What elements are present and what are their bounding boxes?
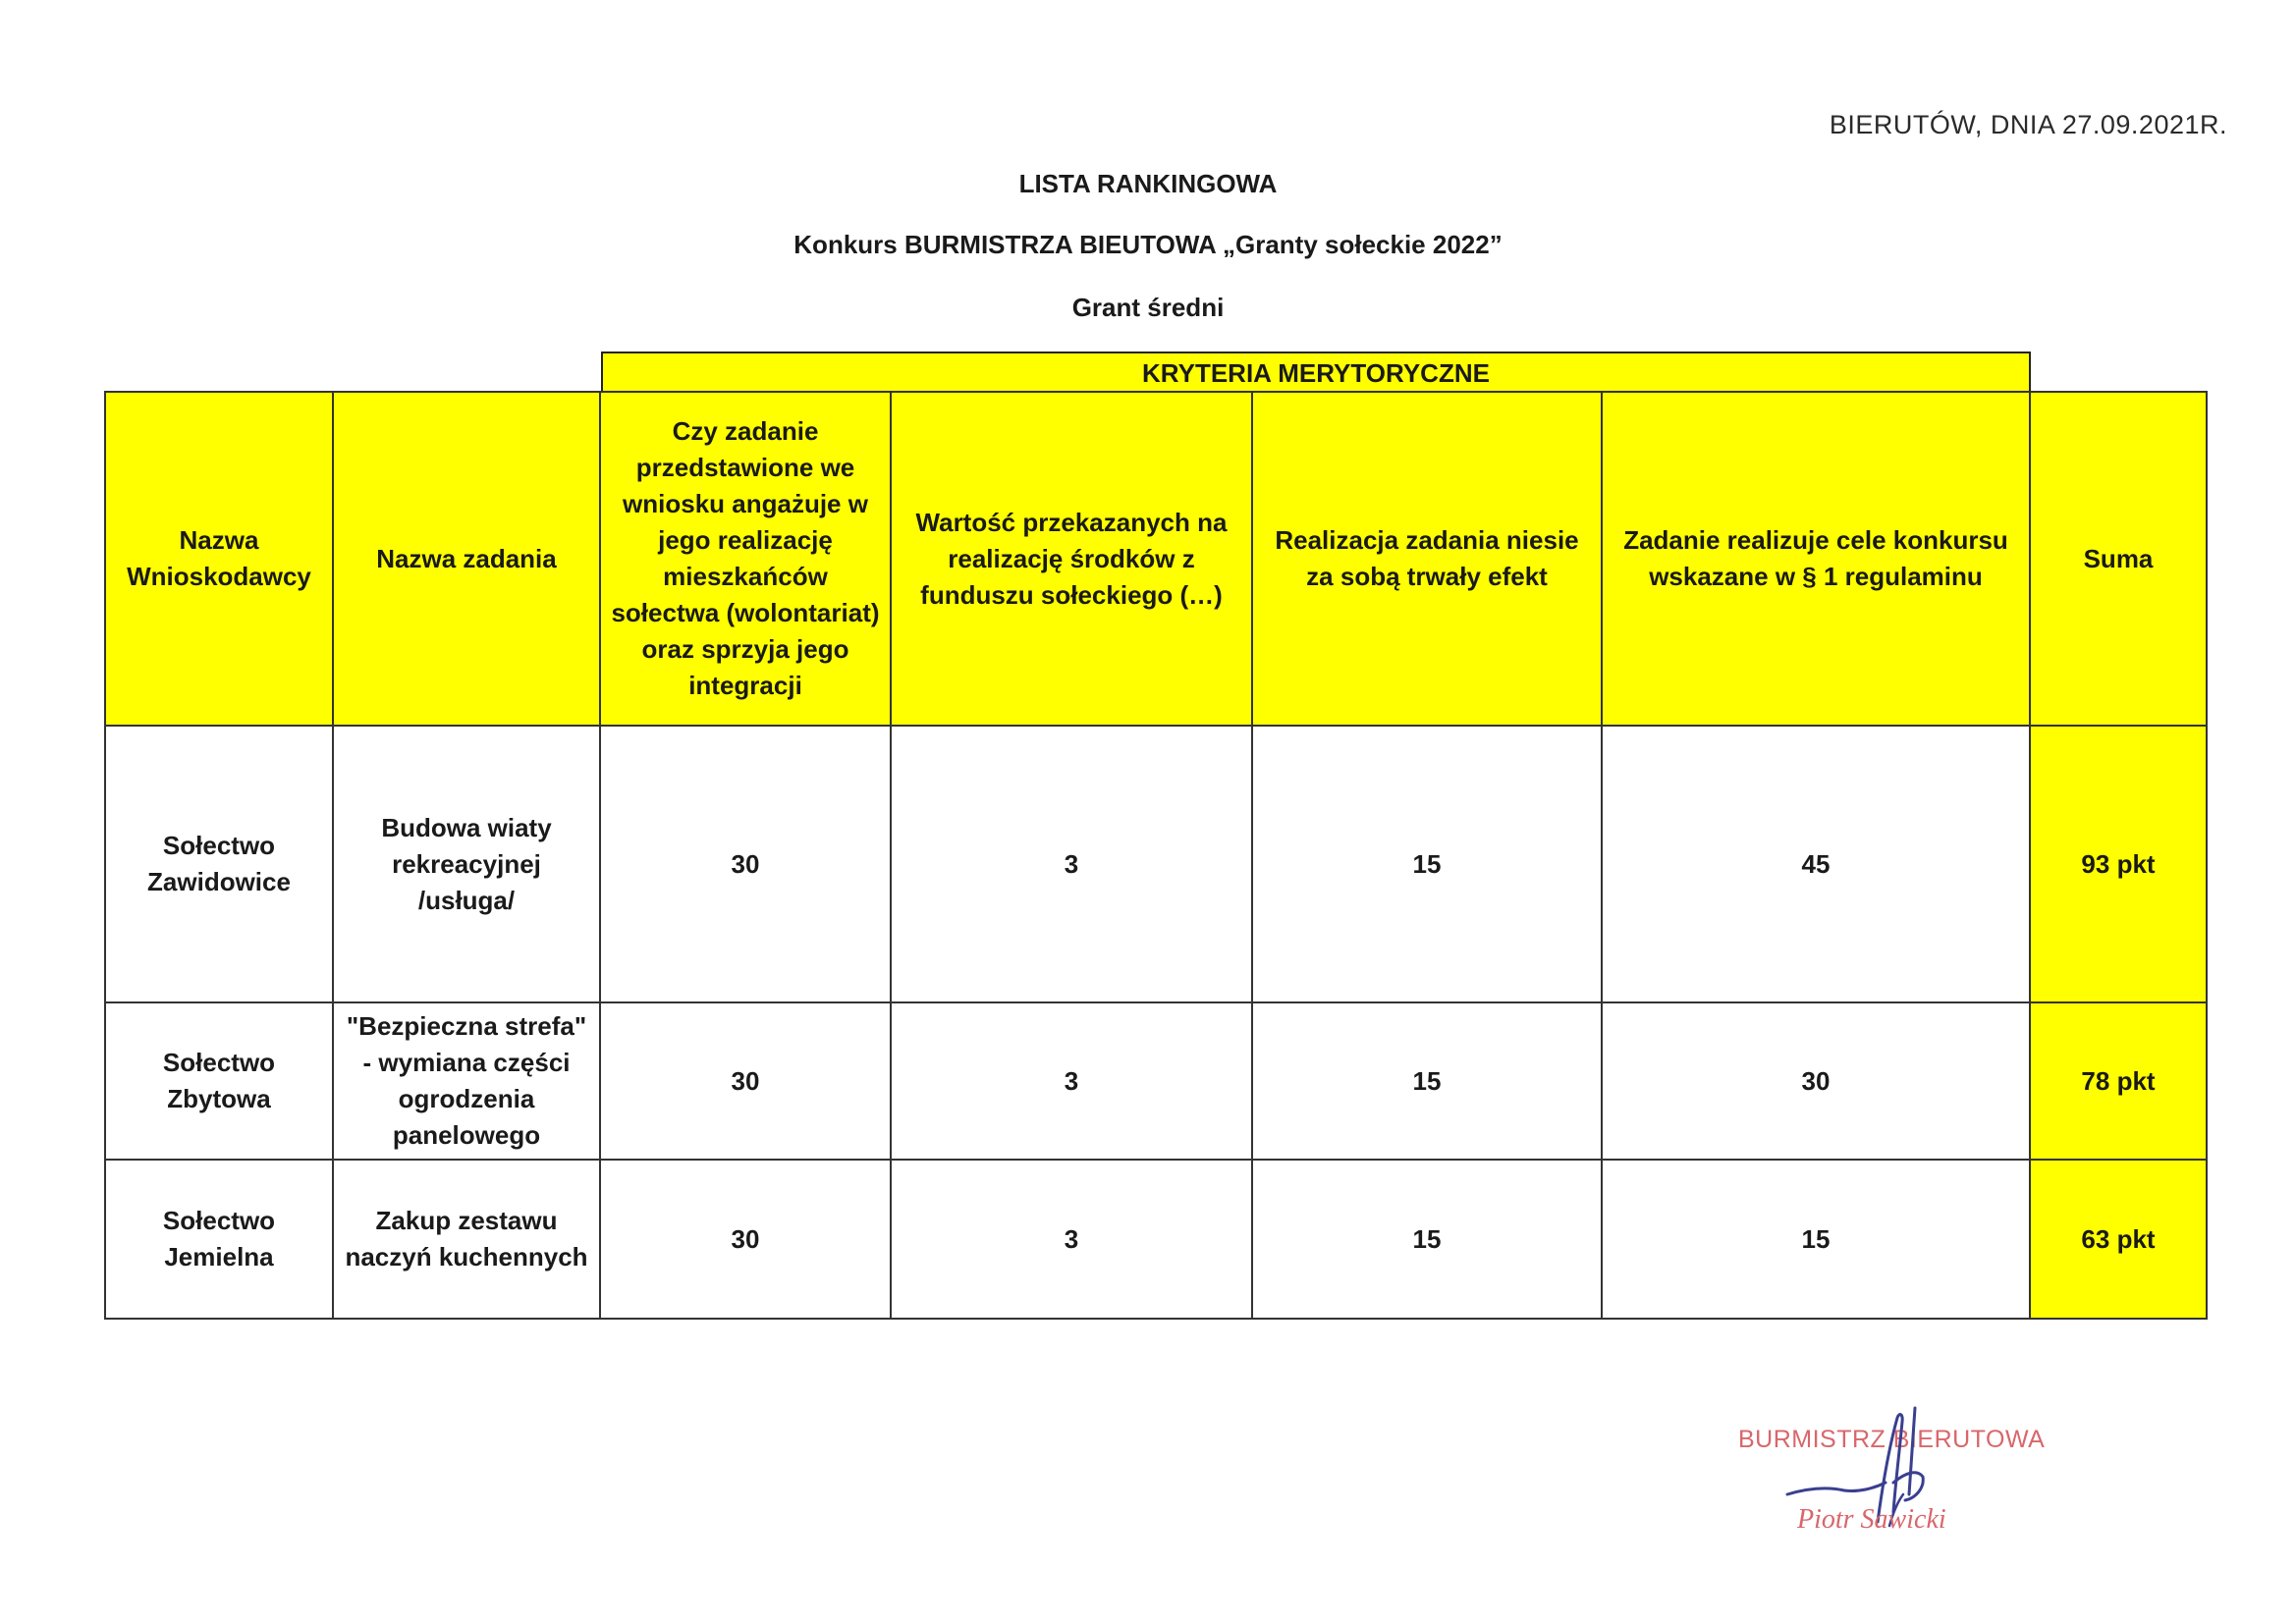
- criterion-4-cell: 15: [1602, 1160, 2030, 1319]
- sum-cell: 93 pkt: [2030, 726, 2207, 1002]
- table-row: [105, 726, 2207, 1002]
- task-cell: Zakup zestawu naczyń kuchennych: [333, 1160, 600, 1319]
- sum-cell: 78 pkt: [2030, 1002, 2207, 1160]
- criteria-band-header: KRYTERIA MERYTORYCZNE: [601, 352, 2031, 395]
- applicant-cell: Sołectwo Zawidowice: [105, 726, 333, 1002]
- grant-type: Grant średni: [1071, 293, 1225, 322]
- signature-name: Piotr Sawicki: [1797, 1504, 1946, 1535]
- criterion-2-cell: 3: [891, 1160, 1252, 1319]
- criterion-1-cell: 30: [600, 1160, 891, 1319]
- criterion-4-cell: 45: [1602, 726, 2030, 1002]
- col-header-applicant: Nazwa Wnioskodawcy: [105, 392, 333, 726]
- criterion-1-cell: 30: [600, 1002, 891, 1160]
- document-date: BIERUTÓW, DNIA 27.09.2021R.: [1829, 110, 2227, 139]
- col-header-criterion-3: Realizacja zadania niesie za sobą trwały efekt: [1252, 392, 1602, 726]
- criterion-1-cell: 30: [600, 726, 891, 1002]
- table-row: [105, 1160, 2207, 1319]
- task-cell: Budowa wiaty rekreacyjnej /usługa/: [333, 726, 600, 1002]
- applicant-cell: Sołectwo Jemielna: [105, 1160, 333, 1319]
- criterion-3-cell: 15: [1252, 1002, 1602, 1160]
- criterion-3-cell: 15: [1252, 1160, 1602, 1319]
- document-subtitle: Konkurs BURMISTRZA BIEUTOWA „Granty sołeckie 2022”: [793, 230, 1503, 259]
- signature-title: BURMISTRZ BIERUTOWA: [1738, 1426, 2046, 1453]
- criterion-4-cell: 30: [1602, 1002, 2030, 1160]
- criterion-3-cell: 15: [1252, 726, 1602, 1002]
- criterion-2-cell: 3: [891, 1002, 1252, 1160]
- document-title: LISTA RANKINGOWA: [1018, 169, 1278, 198]
- col-header-criterion-4: Zadanie realizuje cele konkursu wskazane w § 1 regulaminu: [1602, 392, 2030, 726]
- signature-stamp: [1709, 1404, 2102, 1542]
- applicant-cell: Sołectwo Zbytowa: [105, 1002, 333, 1160]
- col-header-task: Nazwa zadania: [333, 392, 600, 726]
- ranking-table: [104, 391, 2208, 1320]
- criterion-2-cell: 3: [891, 726, 1252, 1002]
- table-row: [105, 1002, 2207, 1160]
- col-header-sum: Suma: [2030, 392, 2207, 726]
- col-header-criterion-2: Wartość przekazanych na realizację środków z funduszu sołeckiego (…): [891, 392, 1252, 726]
- task-cell: "Bezpieczna strefa" - wymiana części ogrodzenia panelowego: [333, 1002, 600, 1160]
- sum-cell: 63 pkt: [2030, 1160, 2207, 1319]
- col-header-criterion-1: Czy zadanie przedstawione we wniosku angażuje w jego realizację mieszkańców sołectwa (wolontariat) oraz sprzyja jego integracji: [600, 392, 891, 726]
- table-header-row: [105, 392, 2207, 726]
